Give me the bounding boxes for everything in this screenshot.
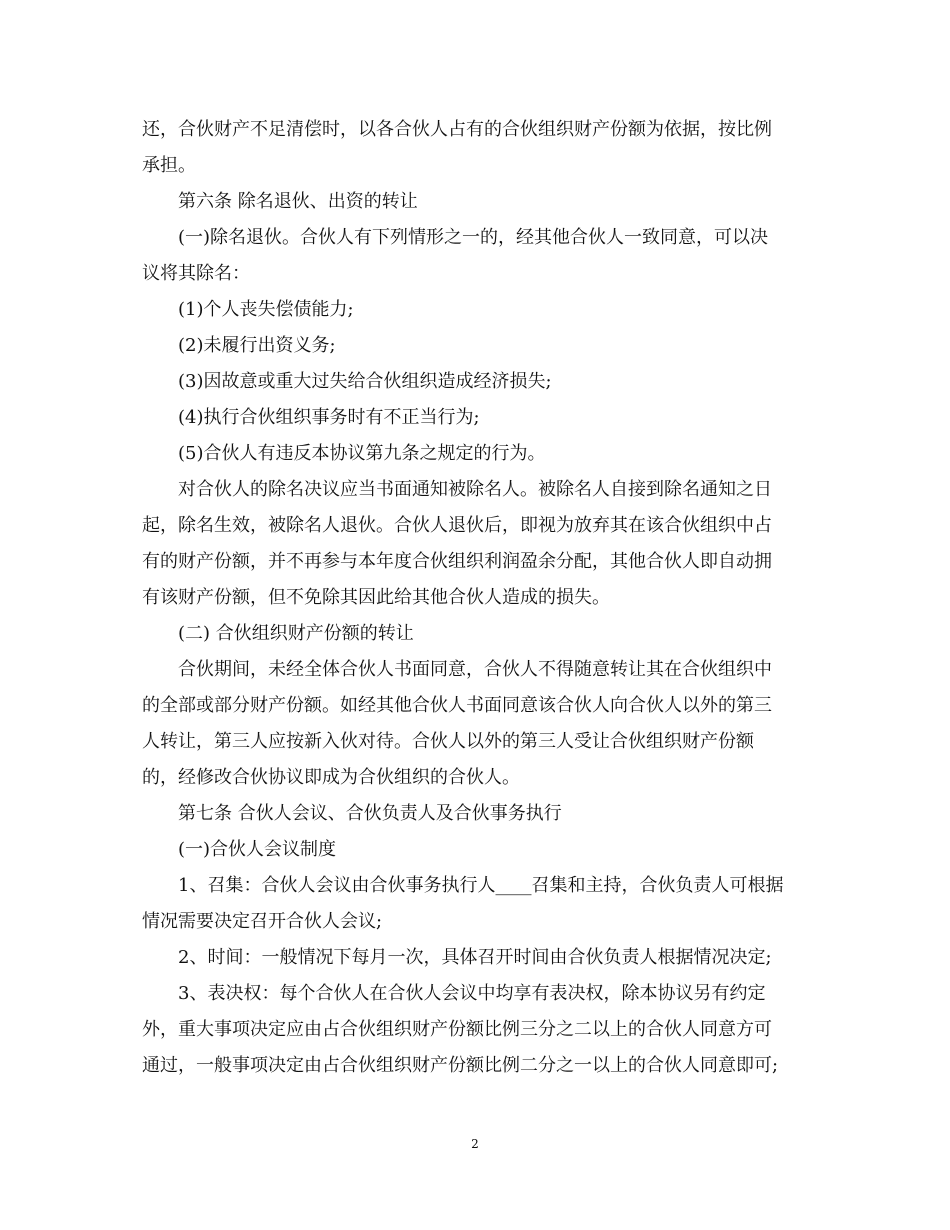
text-line: 对合伙人的除名决议应当书面通知被除名人。被除名人自接到除名通知之日	[178, 479, 772, 500]
text-line: (二) 合伙组织财产份额的转让	[178, 623, 414, 644]
text-line: (2)未履行出资义务;	[178, 335, 336, 356]
text-line: 的，经修改合伙协议即成为合伙组织的合伙人。	[142, 767, 520, 788]
text-line: 起，除名生效，被除名人退伙。合伙人退伙后，即视为放弃其在该合伙组织中占	[142, 515, 772, 536]
text-line: 第六条 除名退伙、出资的转让	[178, 191, 418, 212]
text-line: 人转让，第三人应按新入伙对待。合伙人以外的第三人受让合伙组织财产份额	[142, 731, 754, 752]
text-line: 通过，一般事项决定由占合伙组织财产份额比例二分之一以上的合伙人同意即可;	[142, 1055, 779, 1076]
text-line: (1)个人丧失偿债能力;	[178, 299, 354, 320]
text-line: (一)合伙人会议制度	[178, 839, 337, 860]
text-line: 有的财产份额，并不再参与本年度合伙组织利润盈余分配，其他合伙人即自动拥	[142, 551, 772, 572]
text-line: 第七条 合伙人会议、合伙负责人及合伙事务执行	[178, 803, 562, 824]
text-line: 2、时间：一般情况下每月一次，具体召开时间由合伙负责人根据情况决定;	[178, 947, 772, 968]
text-line: 1、召集：合伙人会议由合伙事务执行人____召集和主持，合伙负责人可根据	[178, 875, 784, 896]
text-line: 情况需要决定召开合伙人会议;	[142, 911, 383, 932]
text-line: 议将其除名：	[142, 263, 250, 284]
text-line: (4)执行合伙组织事务时有不正当行为;	[178, 407, 480, 428]
page-number: 2	[471, 1137, 479, 1151]
text-line: 承担。	[142, 155, 196, 176]
text-line: 合伙期间，未经全体合伙人书面同意，合伙人不得随意转让其在合伙组织中	[178, 659, 772, 680]
text-line: 有该财产份额，但不免除其因此给其他合伙人造成的损失。	[142, 587, 610, 608]
text-line: 外，重大事项决定应由占合伙组织财产份额比例三分之二以上的合伙人同意方可	[142, 1019, 772, 1040]
text-line: (一)除名退伙。合伙人有下列情形之一的，经其他合伙人一致同意，可以决	[178, 227, 769, 248]
text-line: 还，合伙财产不足清偿时，以各合伙人占有的合伙组织财产份额为依据，按比例	[142, 119, 772, 140]
text-line: 3、表决权：每个合伙人在合伙人会议中均享有表决权，除本协议另有约定	[178, 983, 766, 1004]
document-body	[142, 112, 808, 1084]
text-line: (5)合伙人有违反本协议第九条之规定的行为。	[178, 443, 546, 464]
text-line: 的全部或部分财产份额。如经其他合伙人书面同意该合伙人向合伙人以外的第三	[142, 695, 772, 716]
text-line: (3)因故意或重大过失给合伙组织造成经济损失;	[178, 371, 552, 392]
